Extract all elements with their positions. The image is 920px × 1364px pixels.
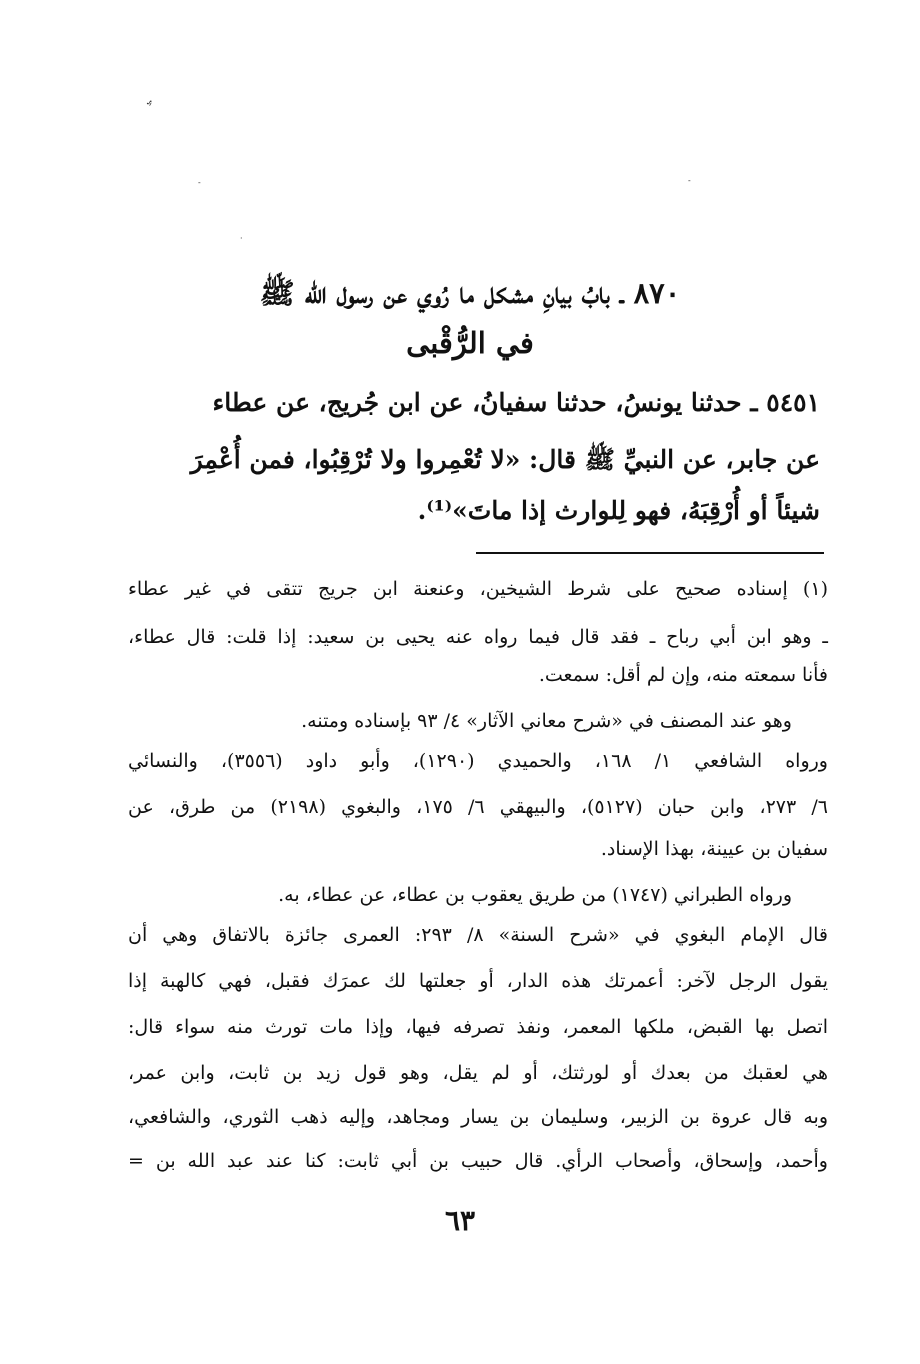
footnote-line: ورواه الشافعي ١/ ١٦٨، والحميدي (١٢٩٠)، وأبو داود (٣٥٥٦)، والنسائي — [128, 750, 828, 772]
footnote-line: وأحمد، وإسحاق، وأصحاب الرأي. قال حبيب بن أبي ثابت: كنا عند عبد الله بن = — [128, 1150, 828, 1172]
ink-speck: ·⸗· — [142, 95, 155, 111]
ink-speck: - — [688, 176, 691, 185]
ink-speck: - — [198, 178, 201, 187]
chapter-title: ٨٧٠ ـ بابُ بيانِ مشكل ما رُوي عن رسول الله ﷺ — [259, 276, 681, 310]
ink-speck: · — [240, 234, 243, 243]
hadith-line: ٥٤٥١ ـ حدثنا يونسُ، حدثنا سفيانُ، عن ابن جُريج، عن عطاء — [212, 388, 820, 417]
footnote-line: هي لعقبك من بعدك أو لورثتك، أو لم يقل، وهو قول زيد بن ثابت، وابن عمر، — [128, 1062, 828, 1084]
footnote-line: ورواه الطبراني (١٧٤٧) من طريق يعقوب بن عطاء، عن عطاء، به. — [278, 884, 792, 906]
page-number: ٦٣ — [444, 1204, 476, 1237]
footnote-line: يقول الرجل لآخر: أعمرتك هذه الدار، أو جعلتها لك عمرَك فقبل، فهي كالهبة إذا — [128, 970, 828, 992]
footnote-line: وهو عند المصنف في «شرح معاني الآثار» ٤/ ٩٣ بإسناده ومتنه. — [301, 710, 792, 732]
footnote-line: ٦/ ٢٧٣، وابن حبان (٥١٢٧)، والبيهقي ٦/ ١٧٥، والبغوي (٢١٩٨) من طرق، عن — [128, 796, 828, 818]
footnote-line: وبه قال عروة بن الزبير، وسليمان بن يسار ومجاهد، وإليه ذهب الثوري، والشافعي، — [128, 1106, 828, 1128]
chapter-subtitle: في الرُّقْبى — [406, 326, 534, 360]
footnote-separator — [476, 552, 824, 554]
hadith-line: شيئاً أو أُرْقِبَهُ، فهو لِلوارث إذا ماتَ»⁽¹⁾. — [417, 496, 820, 525]
footnote-line: قال الإمام البغوي في «شرح السنة» ٨/ ٢٩٣: العمرى جائزة بالاتفاق وهي أن — [128, 924, 828, 946]
hadith-line: عن جابر، عن النبيِّ ﷺ قال: «لا تُعْمِروا ولا تُرْقِبُوا، فمن أُعْمِرَ — [190, 445, 820, 474]
footnote-line: اتصل بها القبض، ملكها المعمر، ونفذ تصرفه فيها، وإذا مات تورث منه سواء قال: — [128, 1016, 828, 1038]
footnote-line: (١) إسناده صحيح على شرط الشيخين، وعنعنة ابن جريج تتقى في غير عطاء — [128, 578, 828, 600]
footnote-line: سفيان بن عيينة، بهذا الإسناد. — [600, 838, 828, 860]
footnote-line: ـ وهو ابن أبي رباح ـ فقد قال فيما رواه عنه يحيى بن سعيد: إذا قلت: قال عطاء، — [128, 626, 828, 648]
footnote-line: فأنا سمعته منه، وإن لم أقل: سمعت. — [538, 664, 828, 686]
